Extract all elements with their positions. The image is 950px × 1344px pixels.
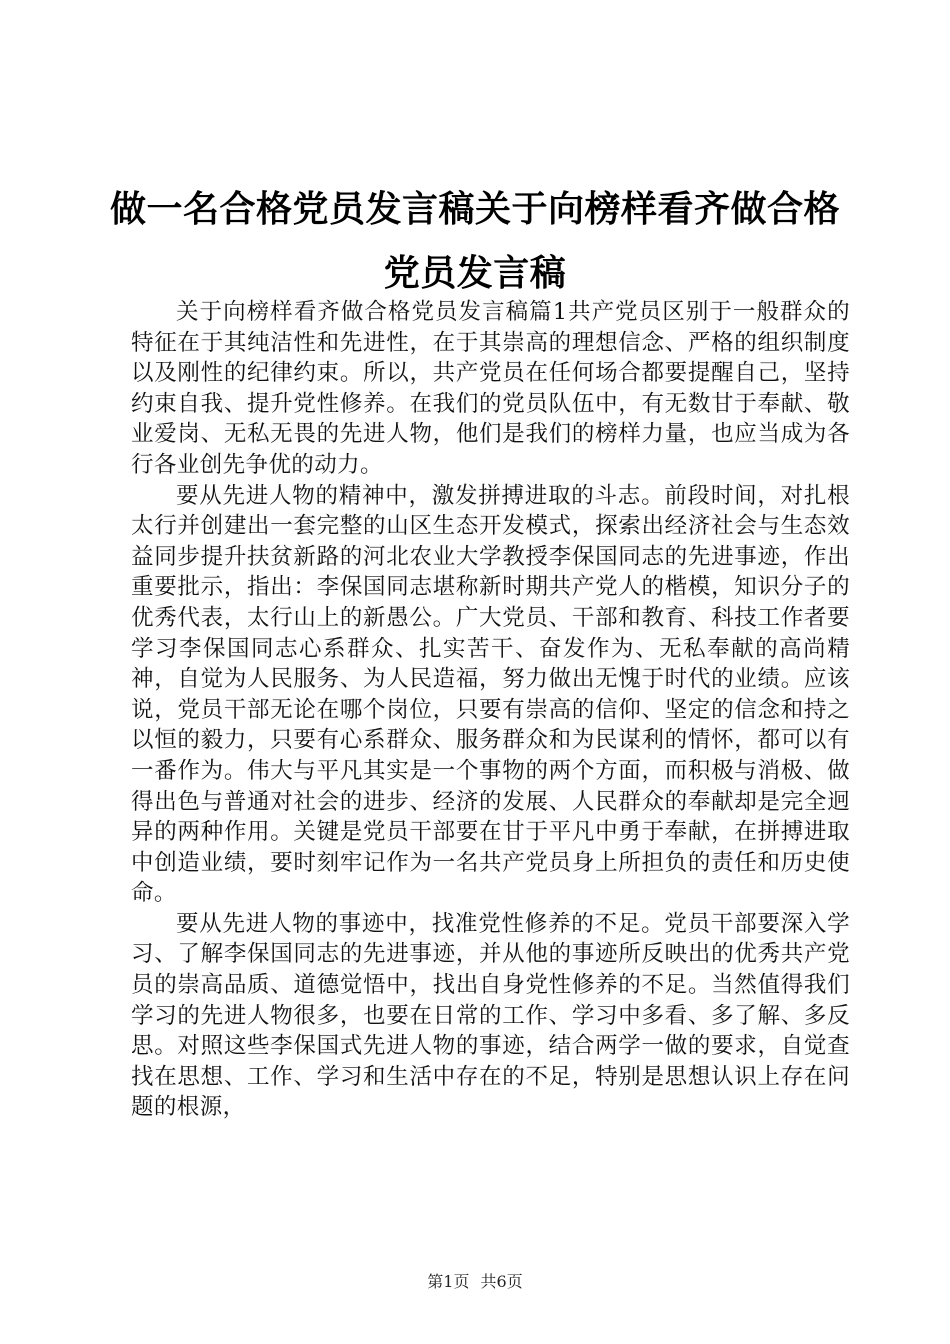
page-title: 做一名合格党员发言稿关于向榜样看齐做合格党员发言稿 [110, 189, 841, 294]
paragraph-3: 要从先进人物的事迹中，找准党性修养的不足。党员干部要深入学习、了解李保国同志的先进事迹，并从他的事迹所反映出的优秀共产党员的崇高品质、道德觉悟中，找出自身党性修养的不足。当然值得我们学习的先进人物很多，也要在日常的工作、学习中多看、多了解、多反思。对照这些李保国式先进人物的事迹，结合两学一做的要求，自觉查找在思想、工作、学习和生活中存在的不足，特别是思想认识上存在问题的根源， [131, 910, 850, 1121]
page-number: 第1页 [427, 1272, 470, 1291]
document-body [131, 297, 850, 1123]
page-count: 共6页 [480, 1272, 523, 1291]
paragraph-1: 关于向榜样看齐做合格党员发言稿篇1共产党员区别于一般群众的特征在于其纯洁性和先进性，在于其崇高的理想信念、严格的组织制度以及刚性的纪律约束。所以，共产党员在任何场合都要提醒自己，坚持约束自我、提升党性修养。在我们的党员队伍中，有无数甘于奉献、敬业爱岗、无私无畏的先进人物，他们是我们的榜样力量，也应当成为各行各业创先争优的动力。 [131, 299, 850, 478]
paragraph-2: 要从先进人物的精神中，激发拼搏进取的斗志。前段时间，对扎根太行并创建出一套完整的山区生态开发模式，探索出经济社会与生态效益同步提升扶贫新路的河北农业大学教授李保国同志的先进事迹，作出重要批示，指出：李保国同志堪称新时期共产党人的楷模，知识分子的优秀代表，太行山上的新愚公。广大党员、干部和教育、科技工作者要学习李保国同志心系群众、扎实苦干、奋发作为、无私奉献的高尚精神，自觉为人民服务、为人民造福，努力做出无愧于时代的业绩。应该说，党员干部无论在哪个岗位，只要有崇高的信仰、坚定的信念和持之以恒的毅力，只要有心系群众、服务群众和为民谋利的情怀，都可以有一番作为。伟大与平凡其实是一个事物的两个方面，而积极与消极、做得出色与普通对社会的进步、经济的发展、人民群众的奉献却是完全迥异的两种作用。关键是党员干部要在甘于平凡中勇于奉献，在拼搏进取中创造业绩，要时刻牢记作为一名共产党员身上所担负的责任和历史使命。 [131, 482, 850, 907]
page-footer [0, 1272, 950, 1292]
